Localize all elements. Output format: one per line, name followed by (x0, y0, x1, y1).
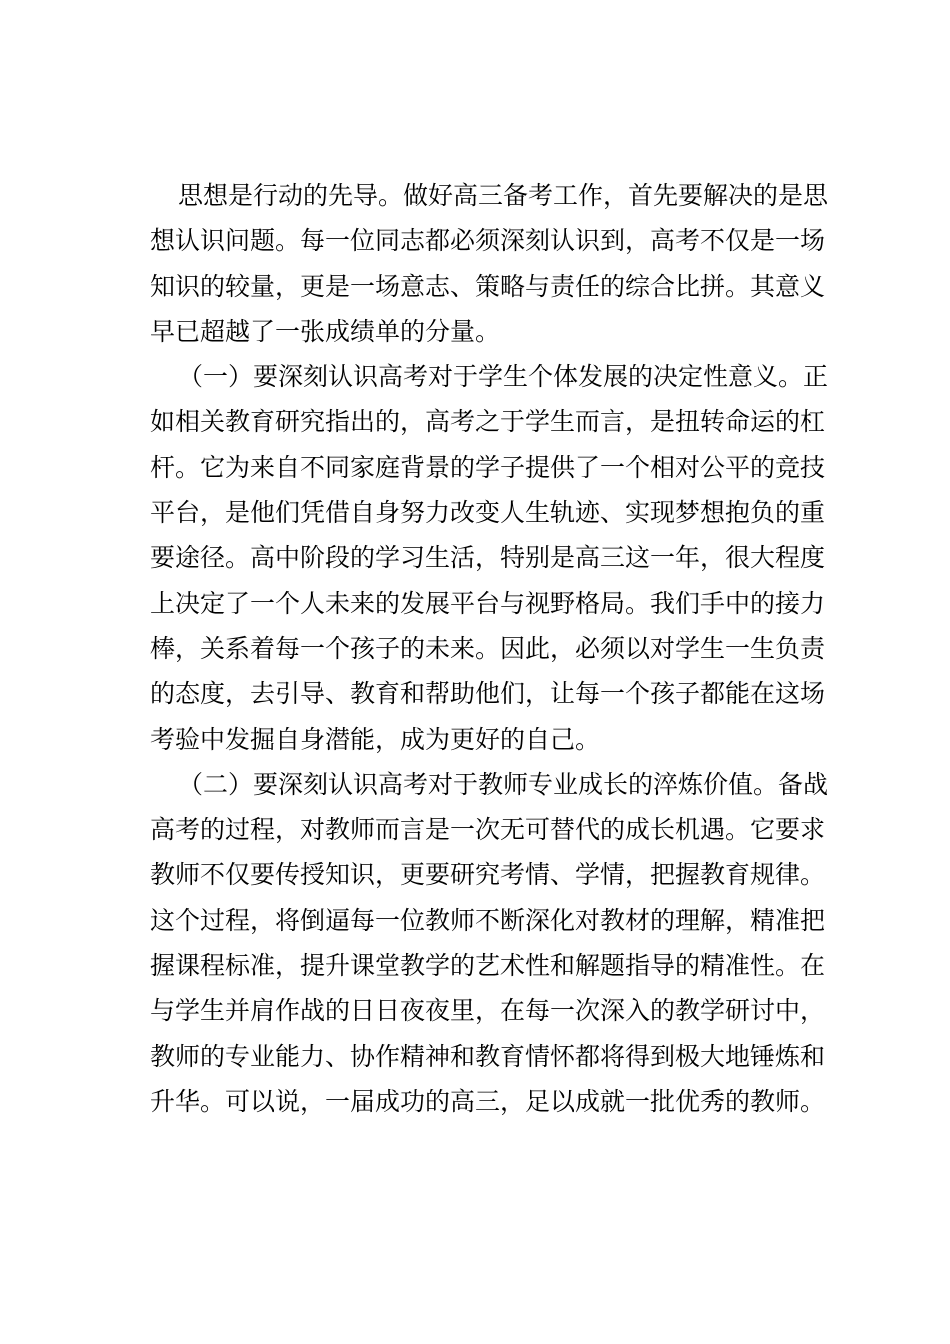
text-line: 升华。可以说，一届成功的高三，足以成就一批优秀的教师。 (150, 1086, 826, 1116)
paragraph (150, 762, 829, 1124)
text-line: （二）要深刻认识高考对于教师专业成长的淬炼价值。备战 (178, 769, 829, 799)
text-line: 杆。它为来自不同家庭背景的学子提供了一个相对公平的竞技 (150, 452, 826, 482)
text-line: 想认识问题。每一位同志都必须深刻认识到，高考不仅是一场 (150, 226, 826, 256)
text-line: 平台，是他们凭借自身努力改变人生轨迹、实现梦想抱负的重 (150, 498, 826, 528)
text-line: 思想是行动的先导。做好高三备考工作，首先要解决的是思 (178, 181, 829, 210)
text-line: 高考的过程，对教师而言是一次无可替代的成长机遇。它要求 (150, 815, 826, 845)
text-line: 教师不仅要传授知识，更要研究考情、学情，把握教育规律。 (150, 860, 826, 890)
text-line: 握课程标准，提升课堂教学的艺术性和解题指导的精准性。在 (150, 951, 826, 981)
text-line: 考验中发掘自身潜能，成为更好的自己。 (150, 724, 601, 754)
paragraph (150, 354, 829, 762)
document-page (150, 173, 829, 1124)
text-line: （一）要深刻认识高考对于学生个体发展的决定性意义。正 (178, 362, 829, 392)
paragraph (150, 173, 829, 354)
text-line: 要途径。高中阶段的学习生活，特别是高三这一年，很大程度 (150, 543, 826, 573)
text-line: 与学生并肩作战的日日夜夜里，在每一次深入的教学研讨中， (150, 996, 826, 1026)
text-line: 的态度，去引导、教育和帮助他们，让每一个孩子都能在这场 (150, 679, 826, 709)
text-line: 如相关教育研究指出的，高考之于学生而言，是扭转命运的杠 (150, 407, 826, 437)
text-line: 上决定了一个人未来的发展平台与视野格局。我们手中的接力 (150, 588, 826, 618)
text-line: 棒，关系着每一个孩子的未来。因此，必须以对学生一生负责 (150, 633, 826, 663)
text-line: 这个过程，将倒逼每一位教师不断深化对教材的理解，精准把 (150, 905, 826, 935)
text-line: 教师的专业能力、协作精神和教育情怀都将得到极大地锤炼和 (150, 1041, 826, 1071)
text-line: 早已超越了一张成绩单的分量。 (150, 316, 501, 346)
text-line: 知识的较量，更是一场意志、策略与责任的综合比拼。其意义 (150, 271, 826, 301)
